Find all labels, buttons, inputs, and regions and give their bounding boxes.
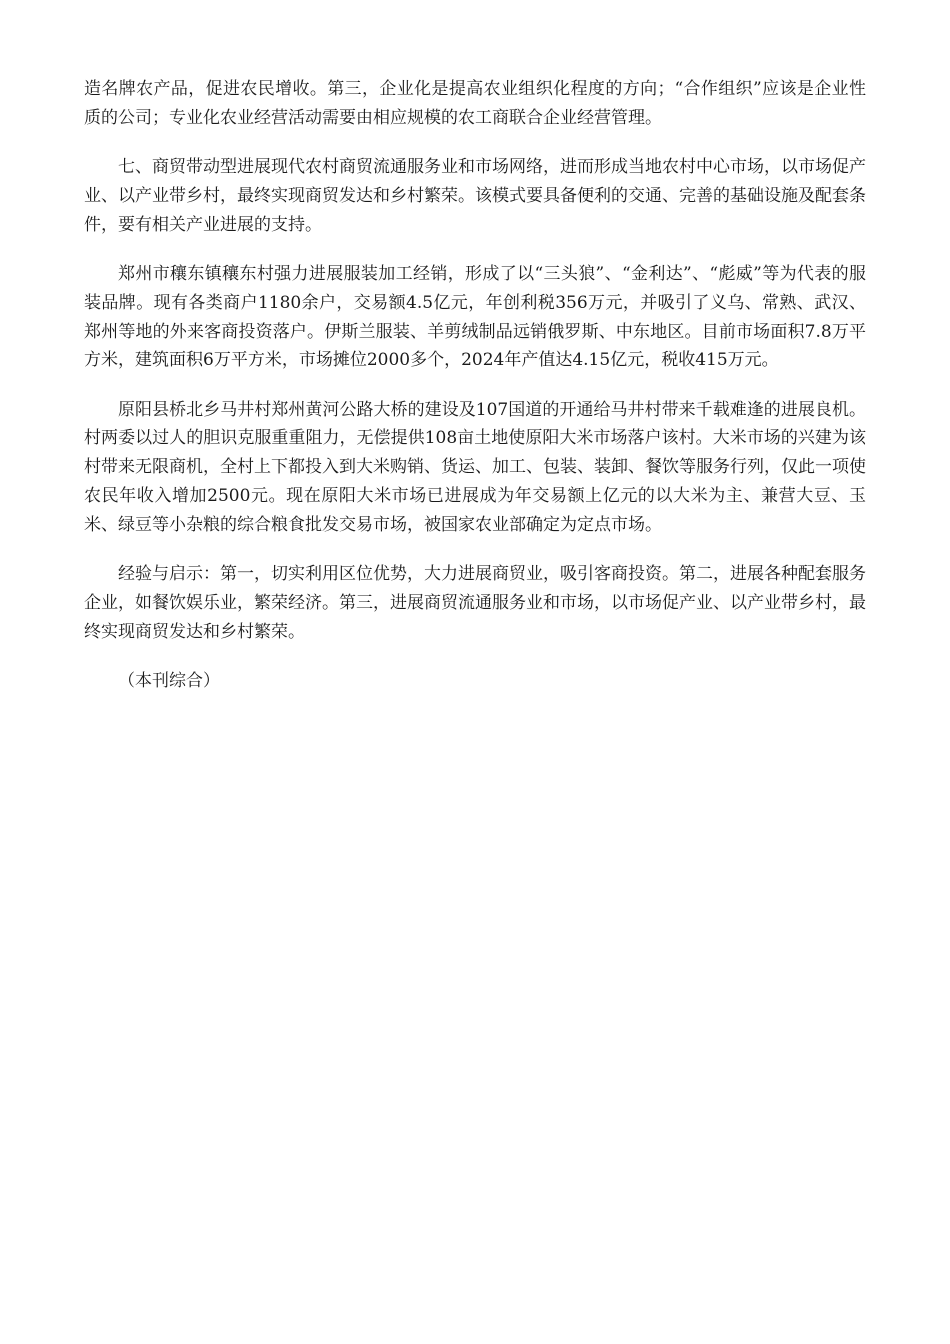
paragraph-lessons: 经验与启示：第一，切实利用区位优势，大力进展商贸业，吸引客商投资。第二，进展各种配套服务企业，如餐饮娱乐业，繁荣经济。第三，进展商贸流通服务业和市场，以市场促产业、以产业带乡村，最终实现商贸发达和乡村繁荣。 <box>84 564 866 642</box>
source-note: （本刊综合） <box>118 671 220 692</box>
paragraph-section-seven: 七、商贸带动型进展现代农村商贸流通服务业和市场网络，进而形成当地农村中心市场，以市场促产业、以产业带乡村，最终实现商贸发达和乡村繁荣。该模式要具备便利的交通、完善的基础设施及配套条件，要有相关产业进展的支持。 <box>84 157 866 235</box>
paragraph-rangdong-village: 郑州市穰东镇穰东村强力进展服装加工经销，形成了以“三头狼”、“金利达”、“彪威”等为代表的服装品牌。现有各类商户1180余户，交易额4.5亿元，年创利税356万元，并吸引了义乌、常熟、武汉、郑州等地的外来客商投资落户。伊斯兰服装、羊剪绒制品远销俄罗斯、中东地区。目前市场面积7.8万平方米，建筑面积6万平方米，市场摊位2000多个，2024年产值达4.15亿元，税收415万元。 <box>84 263 866 371</box>
paragraph-majing-village: 原阳县桥北乡马井村郑州黄河公路大桥的建设及107国道的开通给马井村带来千载难逢的进展良机。村两委以过人的胆识克服重重阻力，无偿提供108亩土地使原阳大米市场落户该村。大米市场的兴建为该村带来无限商机，全村上下都投入到大米购销、货运、加工、包装、装卸、餐饮等服务行列，仅此一项使农民年收入增加2500元。现在原阳大米市场已进展成为年交易额上亿元的以大米为主、兼营大豆、玉米、绿豆等小杂粮的综合粮食批发交易市场，被国家农业部确定为定点市场。 <box>84 399 866 535</box>
paragraph-continuation: 造名牌农产品，促进农民增收。第三，企业化是提高农业组织化程度的方向；“合作组织”应该是企业性质的公司；专业化农业经营活动需要由相应规模的农工商联合企业经营管理。 <box>84 79 866 128</box>
